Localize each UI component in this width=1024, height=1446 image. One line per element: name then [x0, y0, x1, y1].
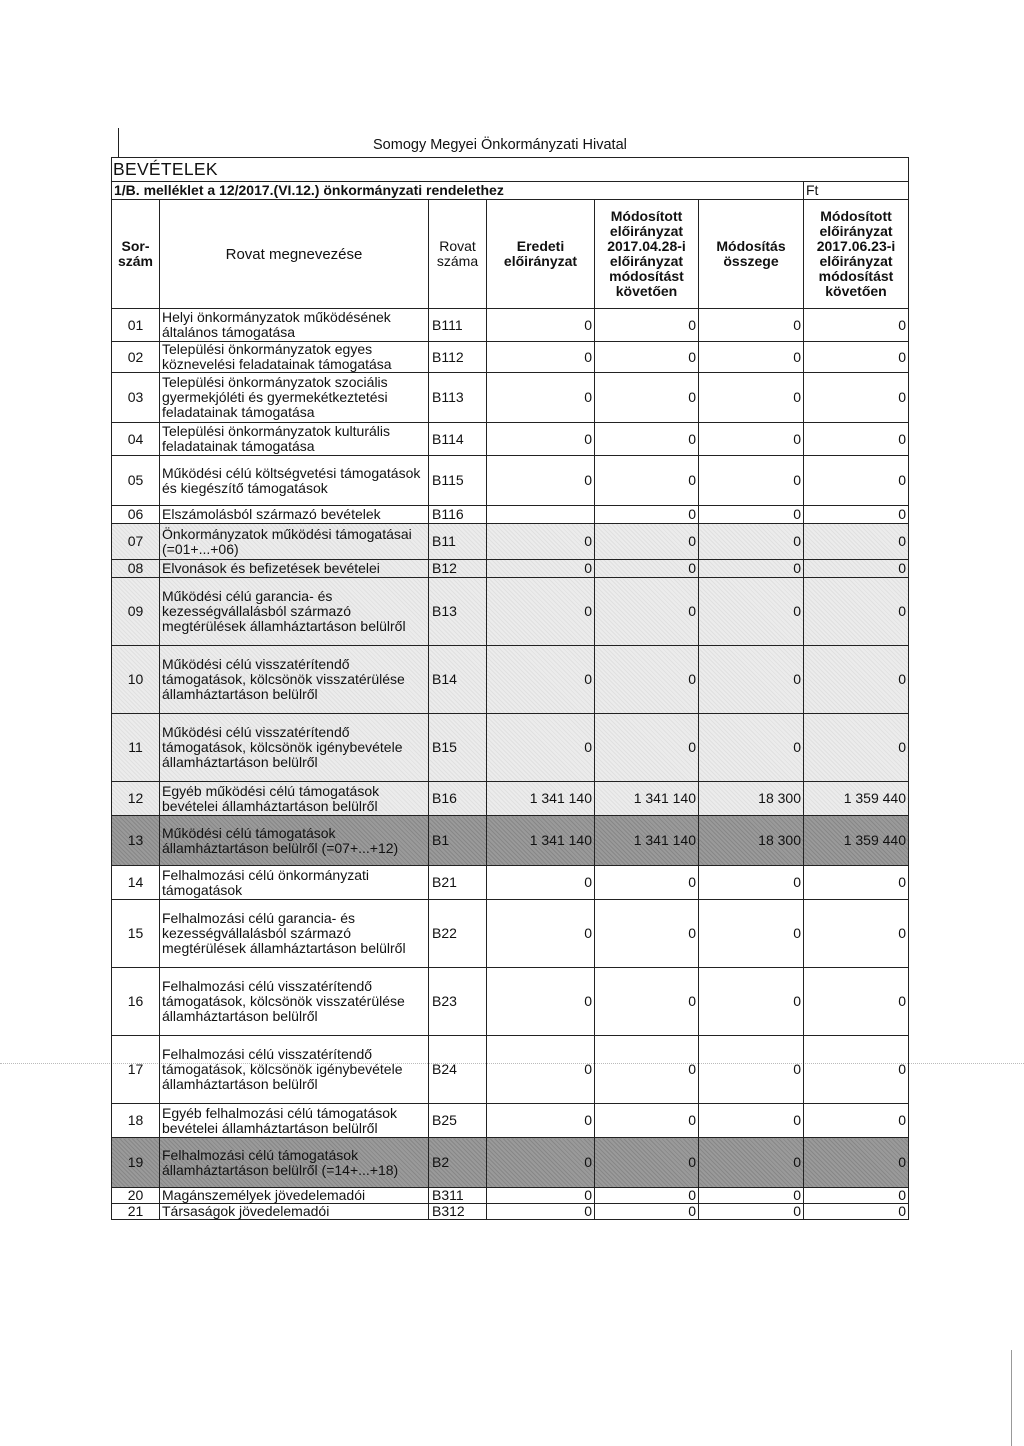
organization-name: Somogy Megyei Önkormányzati Hivatal — [373, 137, 627, 153]
row-index: 01 — [112, 309, 160, 342]
table-row — [112, 968, 909, 1036]
row-modified-0428: 0 — [595, 968, 699, 1036]
row-code: B11 — [429, 524, 487, 560]
col-header-change: Módosítás összege — [699, 200, 804, 309]
table-row — [112, 900, 909, 968]
row-modified-0623: 0 — [804, 866, 909, 900]
row-modified-0623: 0 — [804, 1138, 909, 1188]
row-name: Felhalmozási célú visszatérítendő támogatások, kölcsönök visszatérülése államháztartáson belülről — [160, 968, 429, 1036]
row-code: B24 — [429, 1036, 487, 1104]
row-modified-0623: 0 — [804, 1188, 909, 1204]
row-index: 09 — [112, 578, 160, 646]
row-modified-0428: 0 — [595, 309, 699, 342]
row-code: B16 — [429, 782, 487, 816]
row-original: 1 341 140 — [487, 816, 595, 866]
row-change: 0 — [699, 900, 804, 968]
row-change: 0 — [699, 1104, 804, 1138]
row-modified-0623: 0 — [804, 1204, 909, 1220]
row-modified-0623: 0 — [804, 506, 909, 524]
row-code: B312 — [429, 1204, 487, 1220]
row-name: Települési önkormányzatok szociális gyermekjóléti és gyermekétkeztetési feladatainak támogatása — [160, 373, 429, 423]
col-header-original: Eredeti előirányzat — [487, 200, 595, 309]
row-modified-0623: 0 — [804, 714, 909, 782]
row-modified-0428: 0 — [595, 342, 699, 373]
table-row — [112, 1204, 909, 1220]
row-modified-0428: 0 — [595, 560, 699, 578]
row-index: 02 — [112, 342, 160, 373]
row-name: Társaságok jövedelemadói — [160, 1204, 429, 1220]
table-row — [112, 506, 909, 524]
table-row — [112, 1188, 909, 1204]
row-change: 0 — [699, 506, 804, 524]
table-row — [112, 373, 909, 423]
table-row — [112, 560, 909, 578]
row-change: 0 — [699, 373, 804, 423]
table-row — [112, 1036, 909, 1104]
row-modified-0428: 0 — [595, 373, 699, 423]
row-change: 18 300 — [699, 782, 804, 816]
document-title: BEVÉTELEK — [112, 158, 909, 182]
row-modified-0623: 0 — [804, 646, 909, 714]
row-code: B13 — [429, 578, 487, 646]
col-header-modified-0623: Módosított előirányzat 2017.06.23-i előirányzat módosítást követően — [804, 200, 909, 309]
row-modified-0428: 0 — [595, 506, 699, 524]
row-change: 0 — [699, 309, 804, 342]
row-change: 0 — [699, 524, 804, 560]
table-row — [112, 646, 909, 714]
row-index: 04 — [112, 423, 160, 456]
row-code: B1 — [429, 816, 487, 866]
row-change: 0 — [699, 1036, 804, 1104]
row-original: 0 — [487, 1104, 595, 1138]
row-original: 0 — [487, 646, 595, 714]
row-index: 19 — [112, 1138, 160, 1188]
row-modified-0623: 0 — [804, 309, 909, 342]
row-name: Magánszemélyek jövedelemadói — [160, 1188, 429, 1204]
row-code: B114 — [429, 423, 487, 456]
table-row — [112, 309, 909, 342]
table-row — [112, 714, 909, 782]
row-change: 0 — [699, 866, 804, 900]
row-code: B15 — [429, 714, 487, 782]
col-header-code: Rovat száma — [429, 200, 487, 309]
table-row — [112, 782, 909, 816]
row-change: 0 — [699, 423, 804, 456]
row-index: 03 — [112, 373, 160, 423]
row-original: 0 — [487, 1036, 595, 1104]
row-index: 17 — [112, 1036, 160, 1104]
row-change: 0 — [699, 646, 804, 714]
currency-label: Ft — [804, 182, 909, 200]
row-change: 18 300 — [699, 816, 804, 866]
col-header-name: Rovat megnevezése — [160, 200, 429, 309]
row-code: B14 — [429, 646, 487, 714]
row-original — [487, 506, 595, 524]
row-modified-0428: 0 — [595, 578, 699, 646]
row-index: 15 — [112, 900, 160, 968]
row-modified-0428: 1 341 140 — [595, 816, 699, 866]
row-modified-0428: 0 — [595, 714, 699, 782]
row-change: 0 — [699, 560, 804, 578]
row-index: 21 — [112, 1204, 160, 1220]
row-original: 0 — [487, 423, 595, 456]
row-index: 18 — [112, 1104, 160, 1138]
row-code: B12 — [429, 560, 487, 578]
row-index: 10 — [112, 646, 160, 714]
row-change: 0 — [699, 578, 804, 646]
row-code: B22 — [429, 900, 487, 968]
row-original: 0 — [487, 866, 595, 900]
row-original: 0 — [487, 1188, 595, 1204]
row-index: 07 — [112, 524, 160, 560]
row-name: Elszámolásból származó bevételek — [160, 506, 429, 524]
row-index: 11 — [112, 714, 160, 782]
row-name: Elvonások és befizetések bevételei — [160, 560, 429, 578]
revenue-table — [111, 157, 909, 1220]
row-change: 0 — [699, 1204, 804, 1220]
row-code: B113 — [429, 373, 487, 423]
row-change: 0 — [699, 1188, 804, 1204]
row-modified-0428: 0 — [595, 646, 699, 714]
row-modified-0623: 0 — [804, 423, 909, 456]
row-change: 0 — [699, 456, 804, 506]
row-code: B115 — [429, 456, 487, 506]
row-modified-0428: 1 341 140 — [595, 782, 699, 816]
row-change: 0 — [699, 968, 804, 1036]
row-name: Felhalmozási célú önkormányzati támogatások — [160, 866, 429, 900]
table-row — [112, 524, 909, 560]
row-name: Egyéb felhalmozási célú támogatások bevételei államháztartáson belülről — [160, 1104, 429, 1138]
row-modified-0623: 0 — [804, 373, 909, 423]
row-original: 0 — [487, 342, 595, 373]
row-index: 20 — [112, 1188, 160, 1204]
row-code: B311 — [429, 1188, 487, 1204]
row-name: Felhalmozási célú garancia- és kezességvállalásból származó megtérülések államháztartáson belülről — [160, 900, 429, 968]
row-name: Működési célú visszatérítendő támogatások, kölcsönök visszatérülése államháztartáson belülről — [160, 646, 429, 714]
row-change: 0 — [699, 1138, 804, 1188]
row-index: 14 — [112, 866, 160, 900]
row-original: 0 — [487, 714, 595, 782]
row-index: 05 — [112, 456, 160, 506]
row-code: B25 — [429, 1104, 487, 1138]
row-modified-0623: 1 359 440 — [804, 816, 909, 866]
row-modified-0428: 0 — [595, 524, 699, 560]
row-modified-0623: 1 359 440 — [804, 782, 909, 816]
row-original: 0 — [487, 373, 595, 423]
row-modified-0428: 0 — [595, 423, 699, 456]
row-original: 0 — [487, 309, 595, 342]
row-modified-0428: 0 — [595, 1204, 699, 1220]
row-modified-0623: 0 — [804, 342, 909, 373]
row-modified-0623: 0 — [804, 1036, 909, 1104]
row-index: 06 — [112, 506, 160, 524]
row-modified-0623: 0 — [804, 578, 909, 646]
row-name: Működési célú támogatások államháztartáson belülről (=07+...+12) — [160, 816, 429, 866]
row-modified-0623: 0 — [804, 1104, 909, 1138]
row-original: 1 341 140 — [487, 782, 595, 816]
row-code: B116 — [429, 506, 487, 524]
row-modified-0428: 0 — [595, 1036, 699, 1104]
row-modified-0623: 0 — [804, 456, 909, 506]
row-modified-0623: 0 — [804, 900, 909, 968]
row-name: Egyéb működési célú támogatások bevételei államháztartáson belülről — [160, 782, 429, 816]
row-original: 0 — [487, 900, 595, 968]
col-header-index: Sor-szám — [112, 200, 160, 309]
row-name: Települési önkormányzatok egyes köznevelési feladatainak támogatása — [160, 342, 429, 373]
row-modified-0623: 0 — [804, 524, 909, 560]
table-row — [112, 342, 909, 373]
row-index: 12 — [112, 782, 160, 816]
row-code: B23 — [429, 968, 487, 1036]
row-name: Működési célú költségvetési támogatások és kiegészítő támogatások — [160, 456, 429, 506]
row-modified-0623: 0 — [804, 560, 909, 578]
annex-label: 1/B. melléklet a 12/2017.(VI.12.) önkormányzati rendelethez — [112, 182, 804, 200]
table-row — [112, 1138, 909, 1188]
row-modified-0428: 0 — [595, 456, 699, 506]
row-modified-0428: 0 — [595, 900, 699, 968]
table-row — [112, 866, 909, 900]
table-row — [112, 456, 909, 506]
row-original: 0 — [487, 1204, 595, 1220]
row-index: 13 — [112, 816, 160, 866]
row-original: 0 — [487, 456, 595, 506]
table-row — [112, 578, 909, 646]
row-name: Felhalmozási célú visszatérítendő támogatások, kölcsönök igénybevétele államháztartáson belülről — [160, 1036, 429, 1104]
row-name: Önkormányzatok működési támogatásai (=01+...+06) — [160, 524, 429, 560]
row-index: 08 — [112, 560, 160, 578]
row-original: 0 — [487, 560, 595, 578]
row-original: 0 — [487, 524, 595, 560]
scan-edge-line — [1011, 1350, 1012, 1446]
row-index: 16 — [112, 968, 160, 1036]
left-margin-line — [118, 128, 119, 158]
row-change: 0 — [699, 714, 804, 782]
row-name: Működési célú garancia- és kezességvállalásból származó megtérülések államháztartáson belülről — [160, 578, 429, 646]
row-code: B2 — [429, 1138, 487, 1188]
row-modified-0623: 0 — [804, 968, 909, 1036]
row-code: B111 — [429, 309, 487, 342]
col-header-modified-0428: Módosított előirányzat 2017.04.28-i előirányzat módosítást követően — [595, 200, 699, 309]
row-name: Települési önkormányzatok kulturális feladatainak támogatása — [160, 423, 429, 456]
row-modified-0428: 0 — [595, 1104, 699, 1138]
row-modified-0428: 0 — [595, 866, 699, 900]
row-original: 0 — [487, 578, 595, 646]
row-modified-0428: 0 — [595, 1138, 699, 1188]
row-modified-0428: 0 — [595, 1188, 699, 1204]
table-row — [112, 816, 909, 866]
row-name: Felhalmozási célú támogatások államháztartáson belülről (=14+...+18) — [160, 1138, 429, 1188]
row-name: Helyi önkormányzatok működésének általános támogatása — [160, 309, 429, 342]
row-original: 0 — [487, 968, 595, 1036]
row-code: B112 — [429, 342, 487, 373]
table-row — [112, 423, 909, 456]
row-original: 0 — [487, 1138, 595, 1188]
row-name: Működési célú visszatérítendő támogatások, kölcsönök igénybevétele államháztartáson belülről — [160, 714, 429, 782]
row-change: 0 — [699, 342, 804, 373]
row-code: B21 — [429, 866, 487, 900]
table-row — [112, 1104, 909, 1138]
